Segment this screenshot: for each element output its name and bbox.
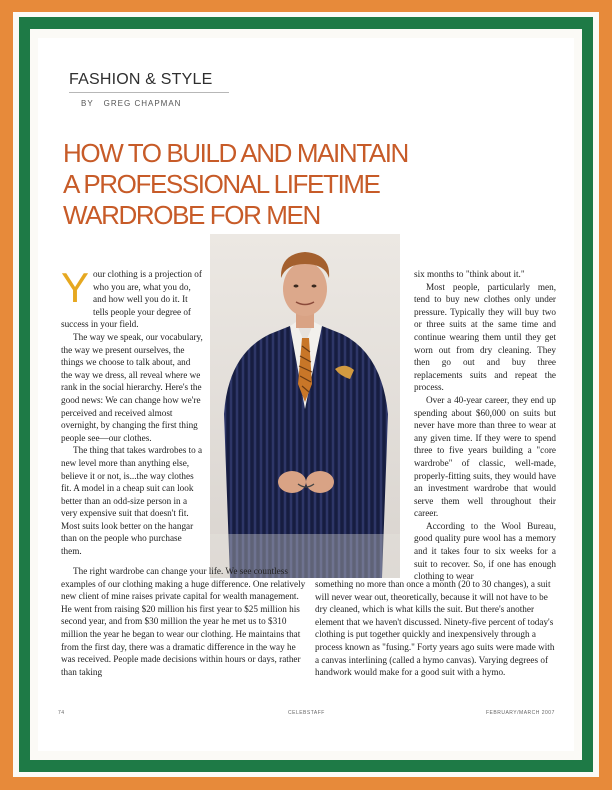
paragraph: The right wardrobe can change your life. We see countless examples of our clothing making a huge difference. One relatively new client of mine raises private capital for wealth management. He went from raising $20 million his first year to $25 million his second year, and from $30 million the year he met us to $310 million the year he began to wear our clothing. He maintains that from the first day, there was a dramatic difference in the way he was received. People made decisions within hours or days, rather than taking bbox=[61, 566, 306, 677]
headline-line: A PROFESSIONAL LIFETIME bbox=[63, 169, 380, 199]
author-portrait-photo bbox=[210, 234, 400, 578]
headline-line: WARDROBE FOR MEN bbox=[63, 200, 320, 230]
paragraph: six months to "think about it." bbox=[414, 269, 525, 279]
paragraph: According to the Wool Bureau, good quality pure wool has a memory and it takes four to six weeks for a suit to recover. So, if one has enough clothing to wear bbox=[414, 520, 556, 582]
section-title: FASHION & STYLE bbox=[69, 71, 213, 88]
magazine-name: CELEBSTAFF bbox=[288, 710, 325, 716]
paragraph: The way we speak, our vocabulary, the way we present ourselves, the things we choose to talk about, and the way we dress, all reveal where we rank in the social hierarchy. Here's the good news: We can change how we're perceived and received almost overnight, by changing the first thing people see—our clothes. bbox=[61, 331, 203, 443]
author-name: GREG CHAPMAN bbox=[103, 99, 182, 108]
bottom-left-text bbox=[61, 565, 310, 678]
article-headline bbox=[63, 138, 423, 231]
magazine-page bbox=[38, 38, 574, 751]
drop-cap: Y bbox=[61, 264, 90, 311]
left-column-text bbox=[61, 264, 203, 558]
paragraph: something no more than once a month (20 to 30 changes), a suit will never wear out, theoretically, because it will not have to be dry cleaned, which is what kills the suit. But there's another element that we haven't discussed. Ninety-five percent of today's clothing is put together quickly and inexpensively through a process known as "fusing." Forty years ago suits were made with a canvas interlining (called a hymo canvas). Varying degrees of handwork would make for a good suit with a hymo. bbox=[315, 579, 555, 678]
paragraph: Over a 40-year career, they end up spending about $60,000 on suits but never have more than three to wear at any given time. If they were to spend three to five years building a "core wardrobe" of classic, well-made, properly-fitting suits, they would have an investment wardrobe that would serve them well throughout their career. bbox=[414, 394, 556, 519]
byline bbox=[81, 99, 191, 108]
bottom-right-text bbox=[315, 578, 558, 679]
paragraph bbox=[61, 264, 203, 331]
paragraph-text: our clothing is a projection of who you are, what you do, and how well you do it. It tells people your degree of success in your field. bbox=[61, 269, 202, 330]
headline-line: HOW TO BUILD AND MAINTAIN bbox=[63, 138, 408, 168]
byline-prefix: BY bbox=[81, 99, 94, 108]
paragraph: Most people, particularly men, tend to buy new clothes only under pressure. Typically they will buy two or three suits at the same time and continue wearing them until they get worn out from dry cleaning. They then go out and buy three replacements suits and repeat the process. bbox=[414, 281, 556, 393]
paragraph: The thing that takes wardrobes to a new level more than anything else, believe it or not, is...the way clothes fit. A model in a cheap suit can look better than an odd-size person in a very expensive suit that doesn't fit. Most suits look better on the hangar than on the people who purchase them. bbox=[61, 445, 203, 557]
section-rule bbox=[69, 92, 229, 93]
page-number: 74 bbox=[58, 710, 65, 716]
right-column-text bbox=[414, 268, 556, 583]
issue-date: FEBRUARY/MARCH 2007 bbox=[486, 710, 555, 716]
